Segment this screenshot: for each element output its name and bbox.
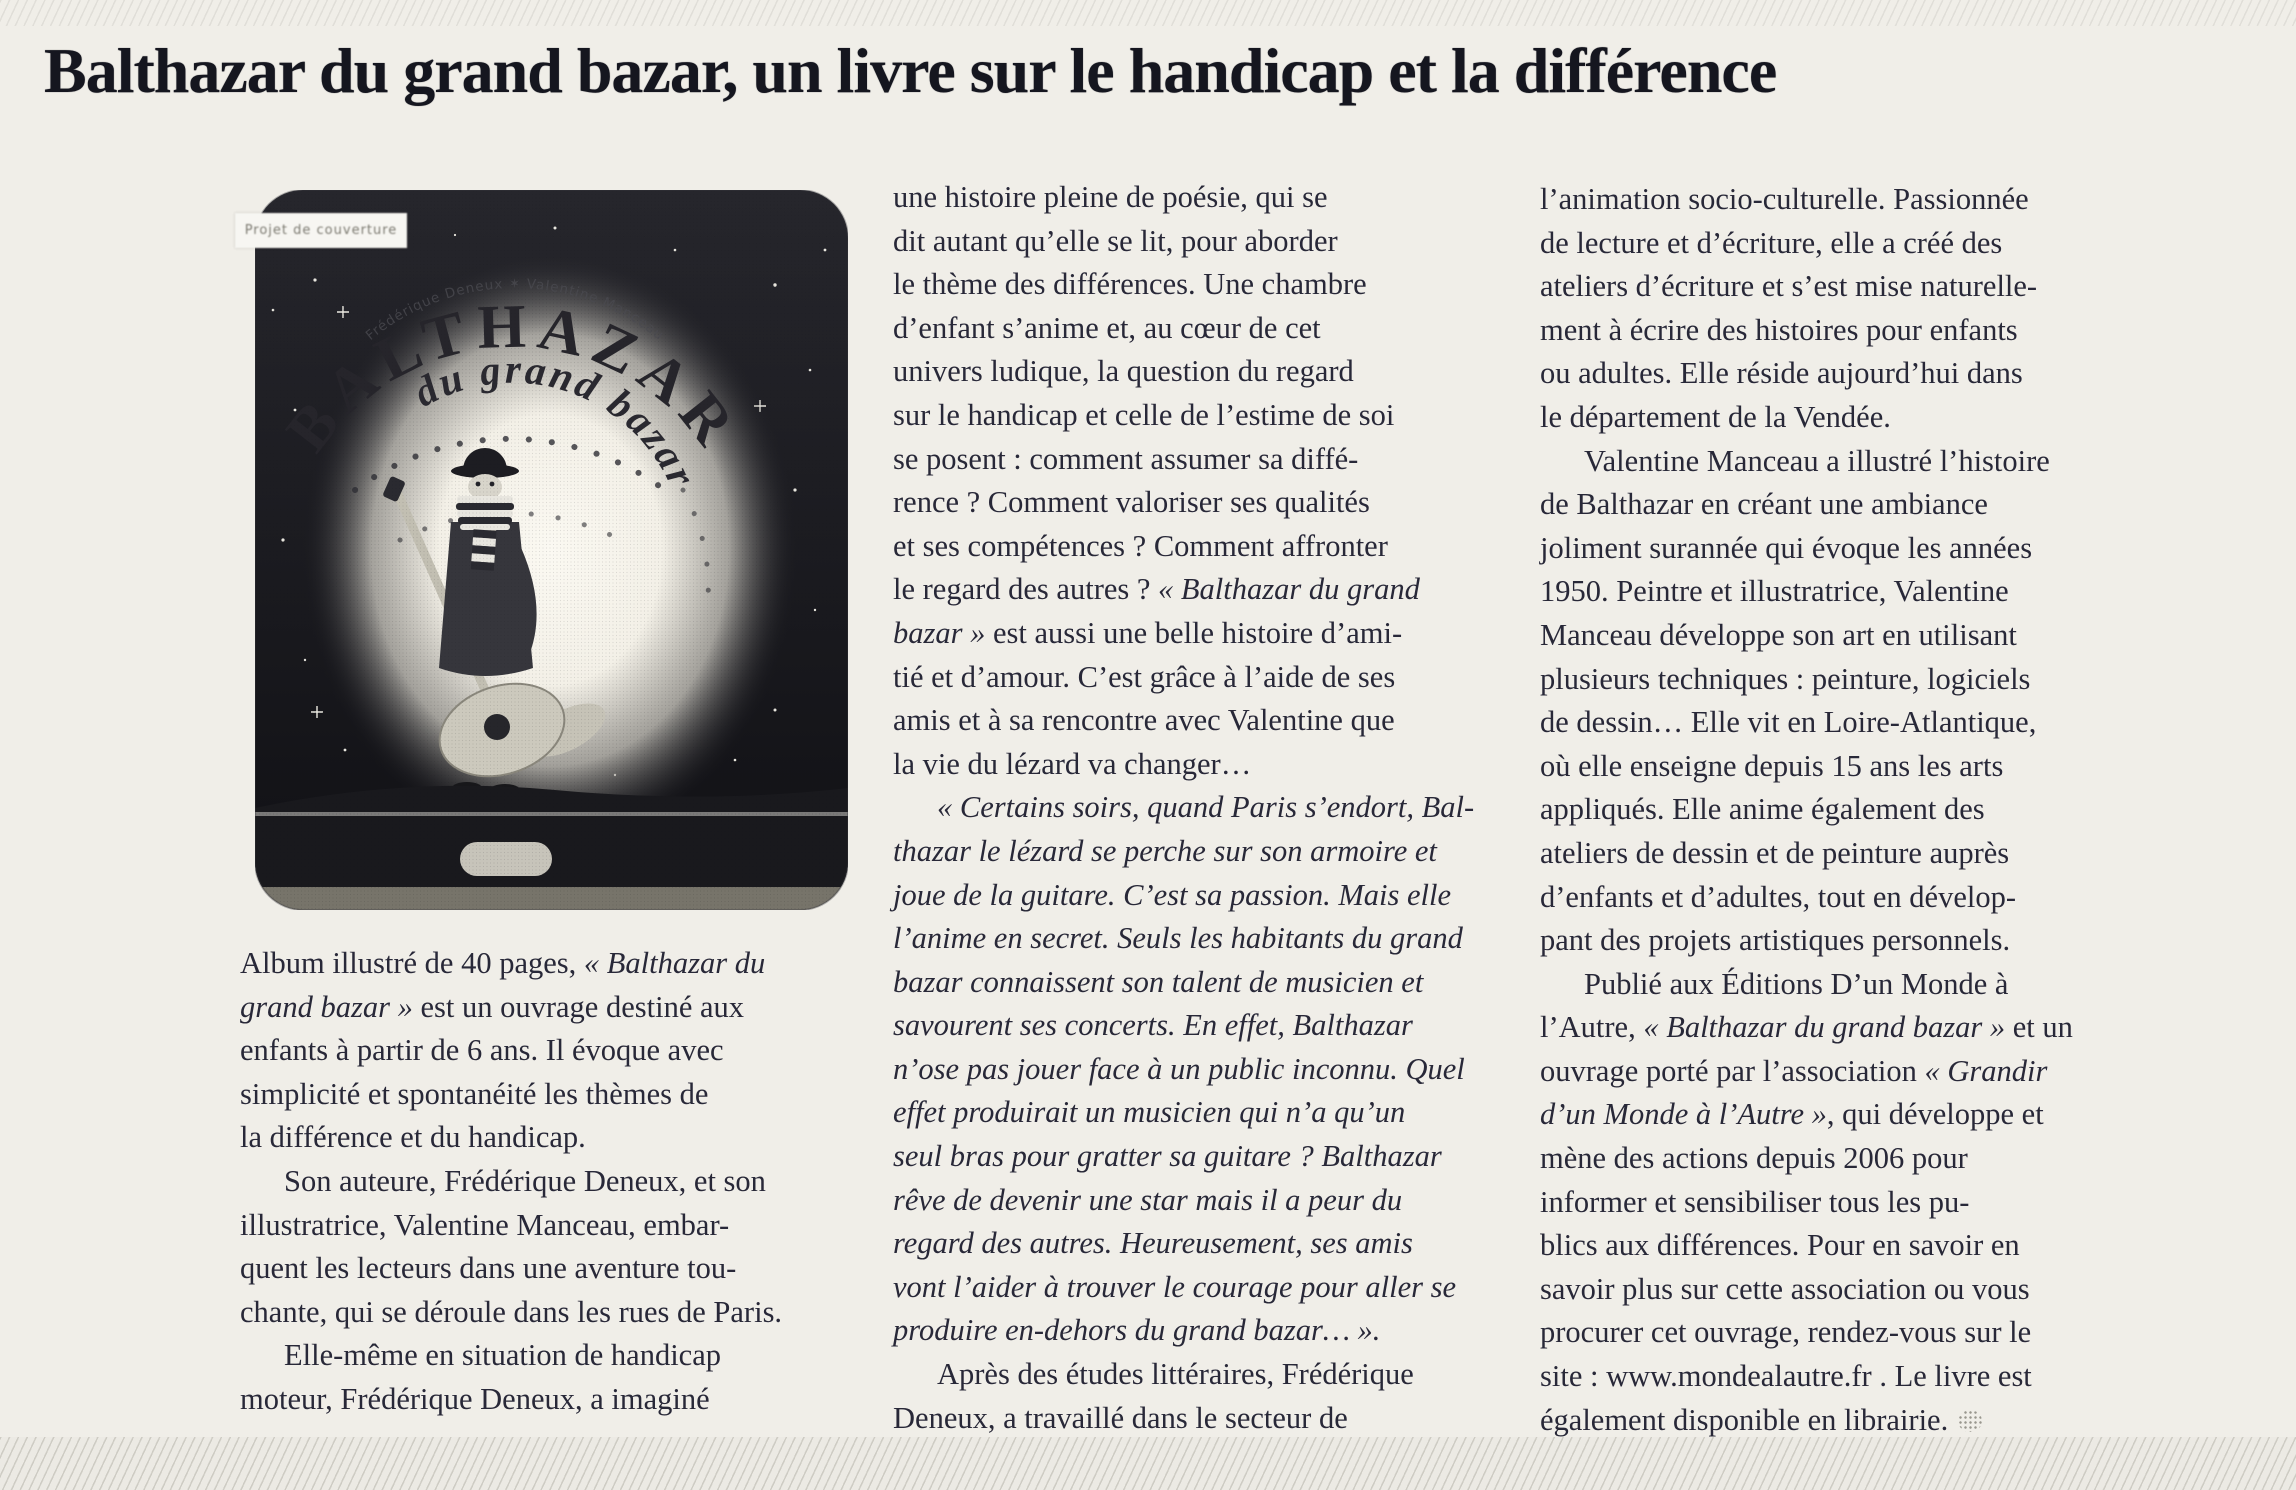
text-line (893, 350, 1493, 394)
text-line (893, 830, 1493, 874)
text-line (1540, 178, 2155, 222)
text-line (893, 743, 1493, 787)
body-text: ment à écrire des histoires pour enfants (1540, 312, 2018, 347)
text-line (240, 1160, 855, 1204)
italic-text: bazar » (893, 615, 986, 650)
body-text: site : www.mondealautre.fr . Le livre est (1540, 1359, 2032, 1394)
body-text: pant des projets artistiques personnels. (1540, 923, 2011, 958)
text-line (240, 1073, 855, 1117)
text-line (893, 1222, 1493, 1266)
body-text: simplicité et spontanéité les thèmes de (240, 1076, 709, 1111)
text-line (893, 220, 1493, 264)
body-text: plusieurs techniques : peinture, logiciels (1540, 661, 2031, 696)
text-line (893, 307, 1493, 351)
column-right (1540, 178, 2155, 1442)
text-line (893, 525, 1493, 569)
book-cover-photo (244, 190, 848, 910)
text-line (1540, 222, 2155, 266)
body-text: une histoire pleine de poésie, qui se (893, 180, 1328, 214)
italic-text: thazar le lézard se perche sur son armoire et (893, 833, 1437, 868)
italic-text: rêve de devenir une star mais il a peur du (893, 1182, 1403, 1217)
text-line (1540, 1399, 2155, 1443)
body-text: amis et à sa rencontre avec Valentine que (893, 703, 1395, 738)
body-text: moteur, Frédérique Deneux, a imaginé (240, 1381, 710, 1416)
body-text: sur le handicap et celle de l’estime de soi (893, 397, 1395, 432)
text-line (1540, 1050, 2155, 1094)
italic-text: « Balthazar du grand bazar » (1643, 1010, 2006, 1045)
italic-text: regard des autres. Heureusement, ses amis (893, 1226, 1413, 1261)
italic-text: « Balthazar du grand (1158, 572, 1420, 607)
body-text: le département de la Vendée. (1540, 399, 1891, 434)
italic-text: grand bazar » (240, 989, 413, 1024)
text-line (1540, 1224, 2155, 1268)
body-text: 1950. Peintre et illustratrice, Valentine (1540, 574, 2009, 609)
text-line (1540, 1268, 2155, 1312)
italic-text: l’anime en secret. Seuls les habitants du grand (893, 921, 1463, 956)
body-text: ou adultes. Elle réside aujourd’hui dans (1540, 356, 2023, 391)
body-text: le regard des autres ? (893, 572, 1159, 607)
text-line (1540, 876, 2155, 920)
body-text: dit autant qu’elle se lit, pour aborder (893, 223, 1338, 258)
scan-edge-hatch-top (0, 0, 2296, 26)
text-line (893, 961, 1493, 1005)
body-text: l’Autre, (1540, 1010, 1644, 1045)
article-title: Balthazar du grand bazar, un livre sur le handicap et la différence (44, 35, 1777, 106)
body-text: est un ouvrage destiné aux (412, 989, 745, 1024)
body-text: où elle enseigne depuis 15 ans les arts (1540, 748, 2004, 783)
text-line (1540, 570, 2155, 614)
body-text: Album illustré de 40 pages, (240, 946, 584, 980)
body-text: informer et sensibiliser tous les pu- (1540, 1184, 1970, 1219)
body-text: illustratrice, Valentine Manceau, embar- (240, 1207, 730, 1242)
text-line (893, 874, 1493, 918)
body-text: également disponible en librairie. (1540, 1402, 1949, 1437)
text-line (893, 394, 1493, 438)
text-line (893, 1179, 1493, 1223)
text-line (1540, 701, 2155, 745)
body-text: enfants à partir de 6 ans. Il évoque avec (240, 1033, 724, 1068)
italic-text: « Certains soirs, quand Paris s’endort, Bal- (937, 790, 1475, 825)
text-line (1540, 788, 2155, 832)
text-line (1540, 832, 2155, 876)
text-line (1540, 483, 2155, 527)
text-line (893, 1048, 1493, 1092)
body-text: Deneux, a travaillé dans le secteur de (893, 1400, 1348, 1435)
body-text: savoir plus sur cette association ou vous (1540, 1271, 2030, 1306)
text-line (893, 438, 1493, 482)
text-line (1540, 1006, 2155, 1050)
italic-text: produire en-dehors du grand bazar… ». (893, 1313, 1381, 1348)
text-line (240, 1247, 855, 1291)
text-line (893, 481, 1493, 525)
text-line (893, 568, 1493, 612)
body-text: l’animation socio-culturelle. Passionnée (1540, 182, 2029, 216)
body-text: appliqués. Elle anime également des (1540, 792, 1985, 827)
body-text: ateliers de dessin et de peinture auprès (1540, 835, 2010, 870)
book-cover-illustration (255, 190, 848, 910)
italic-text: effet produirait un musicien qui n’a qu’un (893, 1095, 1406, 1130)
cover-corner-label: Projet de couverture (235, 213, 407, 248)
text-line (240, 1116, 855, 1160)
italic-text: vont l’aider à trouver le courage pour aller se (893, 1269, 1457, 1304)
text-line (1540, 658, 2155, 702)
body-text: de Balthazar en créant une ambiance (1540, 487, 1988, 522)
text-line (1540, 963, 2155, 1007)
text-line (893, 699, 1493, 743)
body-text: le thème des différences. Une chambre (893, 267, 1367, 302)
text-line (240, 1029, 855, 1073)
body-text: d’enfant s’anime et, au cœur de cet (893, 310, 1321, 345)
body-text: ateliers d’écriture et s’est mise naturelle- (1540, 269, 2038, 304)
text-line (1540, 265, 2155, 309)
body-text: procurer cet ouvrage, rendez-vous sur le (1540, 1315, 2032, 1350)
text-line (240, 1291, 855, 1335)
text-line (893, 656, 1493, 700)
body-text: de dessin… Elle vit en Loire-Atlantique, (1540, 705, 2037, 740)
body-text: la vie du lézard va changer… (893, 746, 1252, 781)
scan-edge-hatch-bottom (0, 1437, 2296, 1490)
body-text: et un (2005, 1010, 2073, 1045)
text-line (240, 1204, 855, 1248)
body-text: Elle-même en situation de handicap (284, 1338, 722, 1373)
text-line (1540, 919, 2155, 963)
italic-text: savourent ses concerts. En effet, Balthazar (893, 1008, 1413, 1043)
text-line (893, 786, 1493, 830)
halftone-overlay (255, 190, 848, 910)
text-line (1540, 396, 2155, 440)
body-text: univers ludique, la question du regard (893, 354, 1354, 389)
text-line (893, 1266, 1493, 1310)
text-line (240, 1334, 855, 1378)
text-line (893, 1004, 1493, 1048)
text-line (1540, 352, 2155, 396)
italic-text: joue de la guitare. C’est sa passion. Mais elle (893, 877, 1451, 912)
body-text: mène des actions depuis 2006 pour (1540, 1141, 1968, 1176)
body-text: Son auteure, Frédérique Deneux, et son (284, 1163, 766, 1198)
text-line (1540, 440, 2155, 484)
column-middle (893, 176, 1493, 1440)
text-line (893, 263, 1493, 307)
body-text: est aussi une belle histoire d’ami- (985, 615, 1403, 650)
text-line (893, 917, 1493, 961)
body-text: joliment surannée qui évoque les années (1540, 530, 2033, 565)
body-text: chante, qui se déroule dans les rues de Paris. (240, 1294, 783, 1329)
body-text: se posent : comment assumer sa diffé- (893, 441, 1359, 476)
body-text: et ses compétences ? Comment affronter (893, 528, 1388, 563)
italic-text: « Balthazar du (583, 946, 766, 980)
column-left (240, 942, 855, 1422)
italic-text: seul bras pour gratter sa guitare ? Balthazar (893, 1139, 1442, 1174)
italic-text: d’un Monde à l’Autre » (1540, 1097, 1827, 1132)
text-line (1540, 1137, 2155, 1181)
text-line (1540, 745, 2155, 789)
text-line (893, 1135, 1493, 1179)
text-line (893, 1091, 1493, 1135)
text-line (1540, 309, 2155, 353)
body-text: Publié aux Éditions D’un Monde à (1584, 966, 2009, 1001)
italic-text: n’ose pas jouer face à un public inconnu. Quel (893, 1051, 1465, 1086)
text-line (1540, 1093, 2155, 1137)
body-text: quent les lecteurs dans une aventure tou- (240, 1251, 737, 1286)
text-line (893, 1309, 1493, 1353)
text-line (893, 1353, 1493, 1397)
body-text: de lecture et d’écriture, elle a créé des (1540, 225, 2003, 260)
end-of-article-marker (1958, 1410, 1982, 1432)
body-text: Manceau développe son art en utilisant (1540, 617, 2017, 652)
text-line (1540, 614, 2155, 658)
body-text: rence ? Comment valoriser ses qualités (893, 485, 1370, 520)
text-line (893, 176, 1493, 220)
body-text: , qui développe et (1826, 1097, 2044, 1132)
body-text: blics aux différences. Pour en savoir en (1540, 1228, 2020, 1263)
body-text: ouvrage porté par l’association (1540, 1053, 1925, 1088)
text-line (893, 612, 1493, 656)
text-line (1540, 527, 2155, 571)
italic-text: « Grandir (1924, 1053, 2048, 1088)
text-line (893, 1397, 1493, 1441)
text-line (1540, 1311, 2155, 1355)
body-text: Après des études littéraires, Frédérique (937, 1357, 1414, 1392)
body-text: Valentine Manceau a illustré l’histoire (1584, 443, 2050, 478)
body-text: la différence et du handicap. (240, 1120, 586, 1155)
text-line (240, 942, 855, 986)
italic-text: bazar connaissent son talent de musicien et (893, 964, 1424, 999)
body-text: tié et d’amour. C’est grâce à l’aide de ses (893, 659, 1396, 694)
text-line (240, 986, 855, 1030)
body-text: d’enfants et d’adultes, tout en dévelop- (1540, 879, 2016, 914)
text-line (240, 1378, 855, 1422)
text-line (1540, 1181, 2155, 1225)
text-line (1540, 1355, 2155, 1399)
